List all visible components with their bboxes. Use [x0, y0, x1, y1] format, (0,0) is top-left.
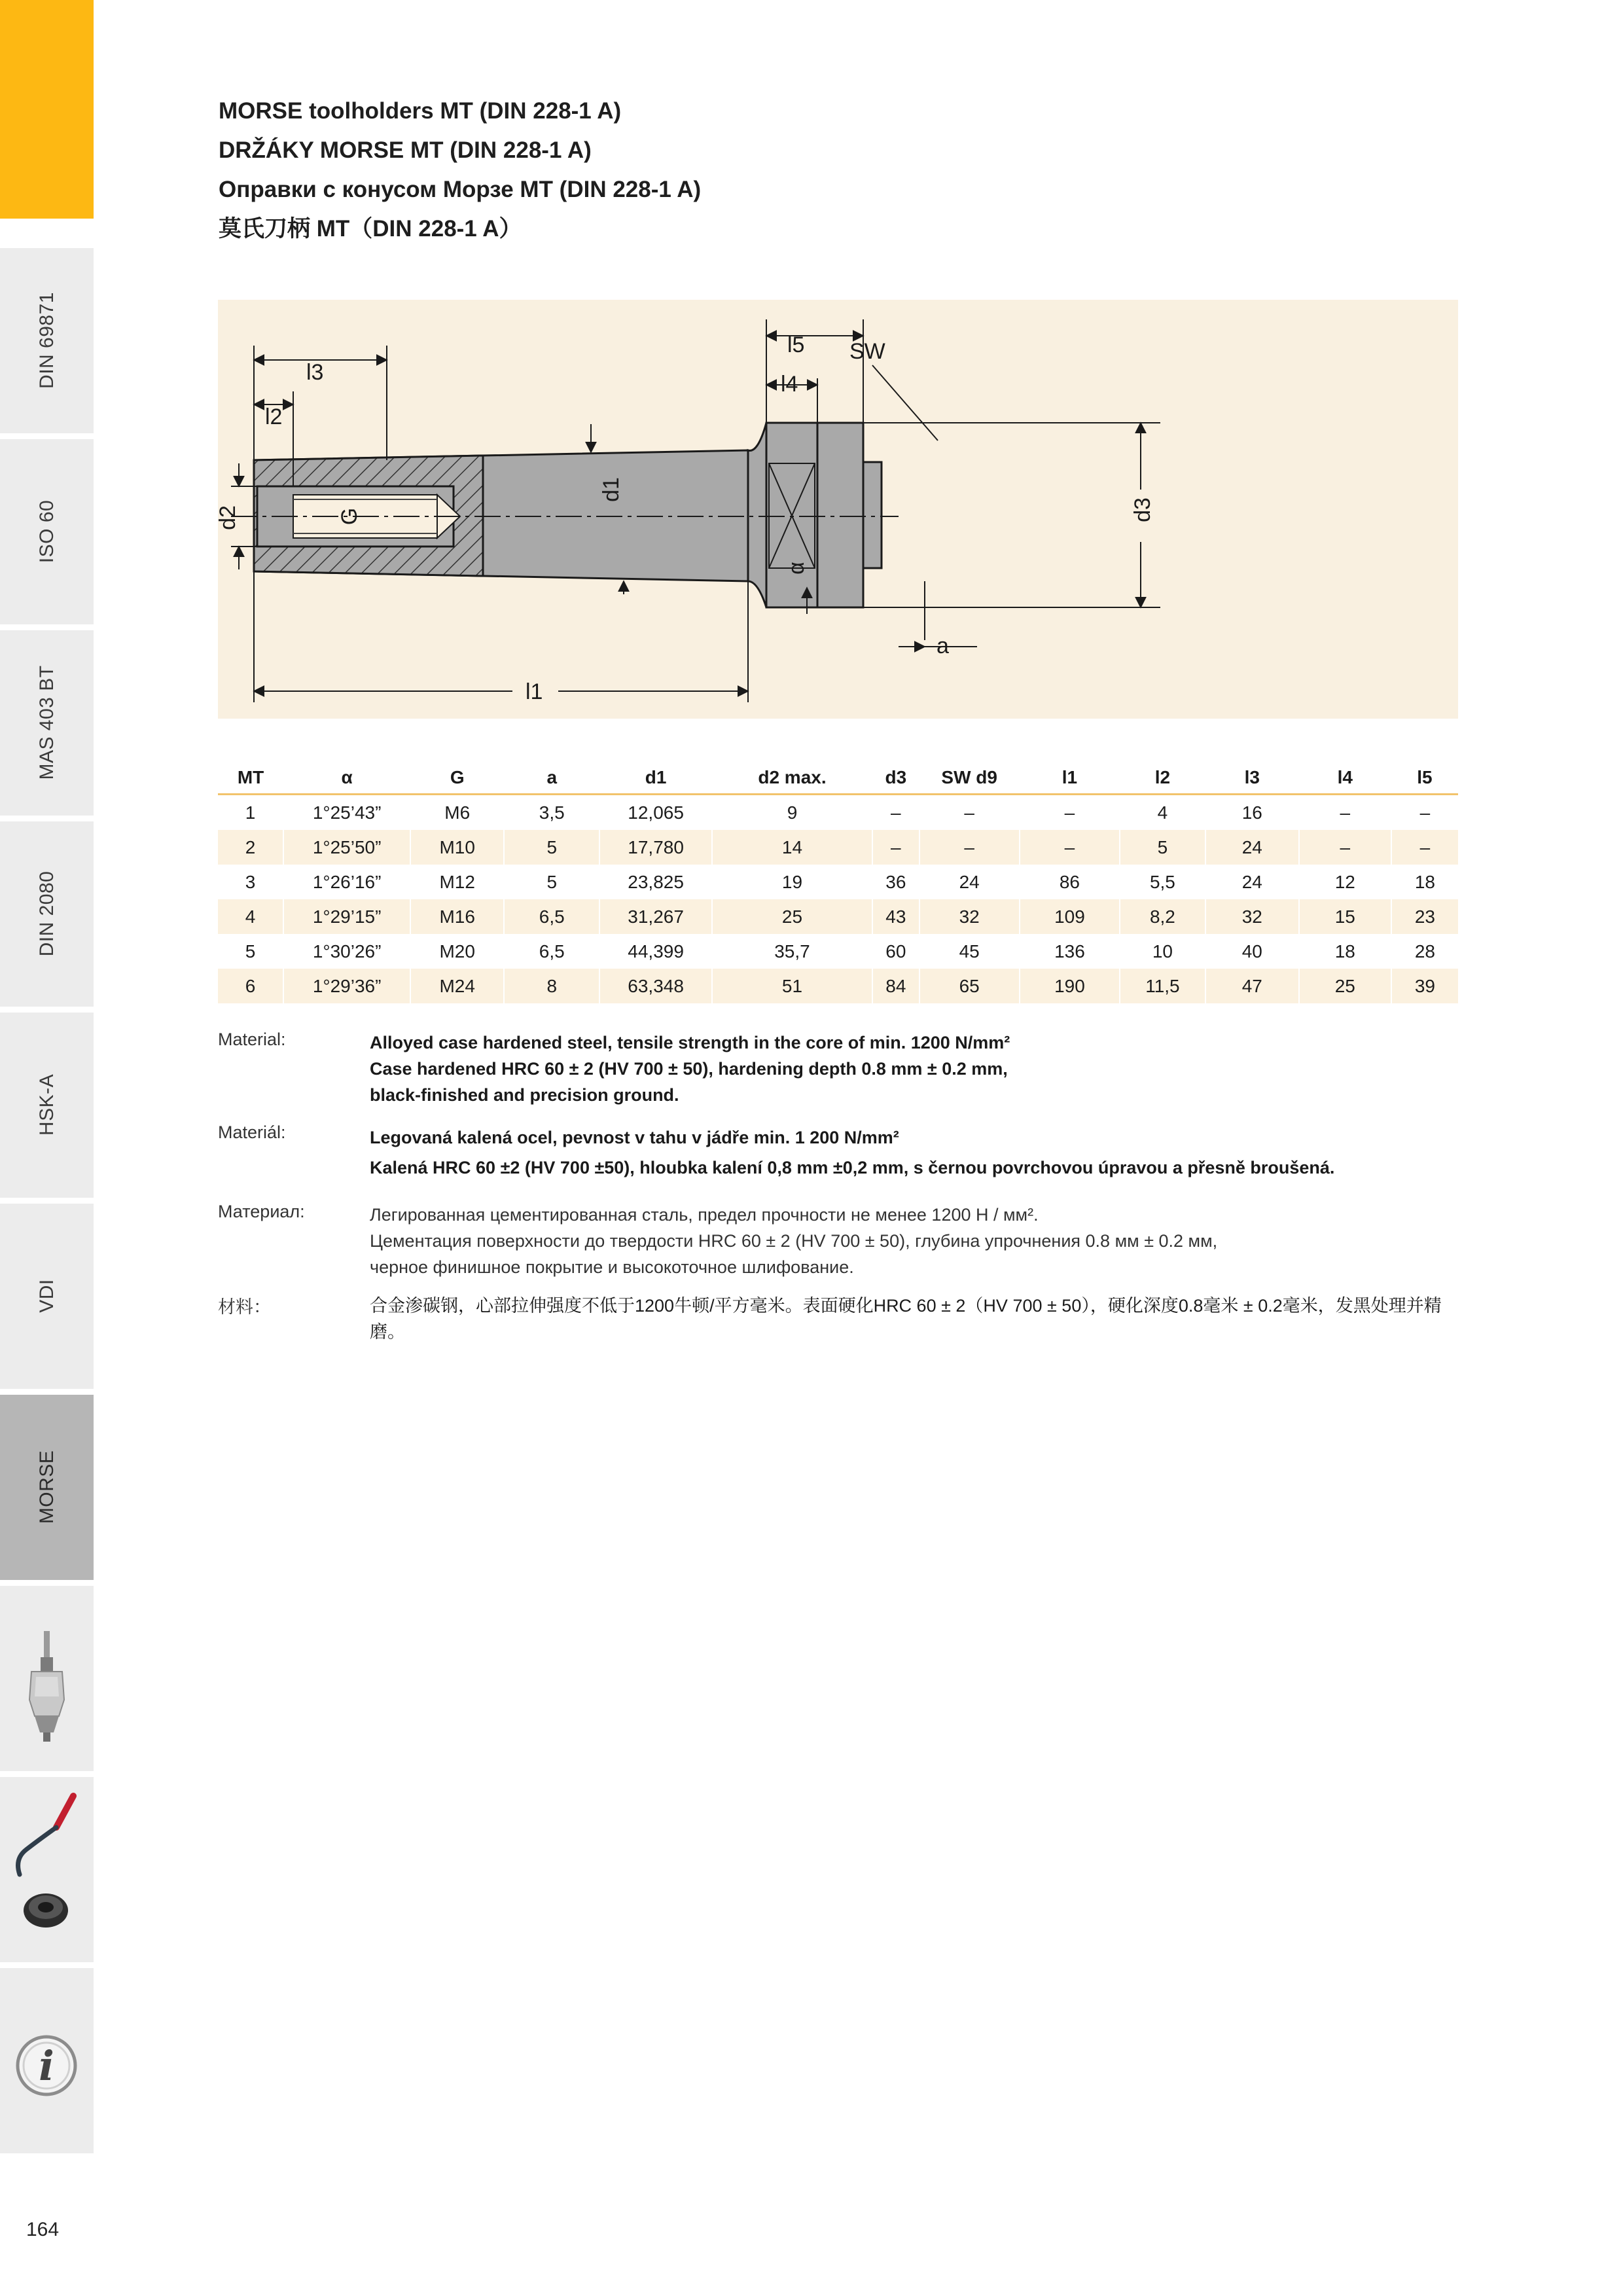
table-cell: 32 — [919, 899, 1020, 934]
accent-tab — [0, 0, 94, 219]
table-cell: 32 — [1205, 899, 1299, 934]
table-cell: 63,348 — [599, 969, 712, 1003]
table-cell: M16 — [410, 899, 504, 934]
table-cell: 1°26’16” — [283, 865, 410, 899]
svg-text:i: i — [39, 2042, 54, 2090]
sw-label: SW — [849, 339, 885, 364]
material-ru — [218, 1202, 1461, 1280]
table-cell: – — [872, 795, 919, 831]
table-cell: 17,780 — [599, 830, 712, 865]
table-cell: 109 — [1020, 899, 1120, 934]
table-cell: 39 — [1391, 969, 1458, 1003]
table-cell: 36 — [872, 865, 919, 899]
page-title-en: MORSE toolholders MT (DIN 228-1 A) — [219, 98, 622, 124]
a-label: a — [936, 634, 949, 658]
collar — [817, 423, 863, 607]
table-cell: 190 — [1020, 969, 1120, 1003]
col-header-alpha: α — [283, 750, 410, 795]
l2-label: l2 — [265, 404, 283, 429]
table-cell: 6 — [218, 969, 283, 1003]
table-cell: 16 — [1205, 795, 1299, 831]
tab-morse[interactable] — [0, 1391, 94, 1580]
material-line: Kalená HRC 60 ±2 (HV 700 ±50), hloubka kalení 0,8 mm ±0,2 mm, s černou povrchovou úpravou a přesně broušená. — [370, 1158, 1335, 1177]
col-header-d1: d1 — [599, 750, 712, 795]
table-cell: M12 — [410, 865, 504, 899]
col-header-d2: d2 max. — [712, 750, 872, 795]
table-cell: 12,065 — [599, 795, 712, 831]
side-navigation — [0, 0, 94, 2173]
table-cell: 3 — [218, 865, 283, 899]
table-cell: 1°25’43” — [283, 795, 410, 831]
table-cell: 45 — [919, 934, 1020, 969]
table-cell: 35,7 — [712, 934, 872, 969]
table-cell: M10 — [410, 830, 504, 865]
g-label: G — [337, 507, 362, 526]
material-label: Материал: — [218, 1202, 305, 1221]
table-cell: 12 — [1299, 865, 1391, 899]
table-cell: 5 — [504, 830, 599, 865]
tab-vdi[interactable] — [0, 1200, 94, 1389]
tab-hsk-a[interactable] — [0, 1009, 94, 1198]
col-header-l2: l2 — [1120, 750, 1205, 795]
table-cell: 23,825 — [599, 865, 712, 899]
table-cell: 4 — [218, 899, 283, 934]
material-line: 合金渗碳钢，心部拉伸强度不低于1200牛顿/平方毫米。表面硬化HRC 60 ± 2（HV 700 ± 50），硬化深度0.8毫米 ± 0.2毫米，发黑处理并精磨。 — [370, 1296, 1442, 1342]
table-cell: 5 — [1120, 830, 1205, 865]
col-header-l3: l3 — [1205, 750, 1299, 795]
drill-chuck-icon — [0, 1585, 94, 1774]
tab-label: DIN 69871 — [35, 292, 58, 389]
table-cell: 6,5 — [504, 934, 599, 969]
table-row — [218, 899, 1458, 934]
table-cell: – — [872, 830, 919, 865]
table-cell: 10 — [1120, 934, 1205, 969]
material-text — [370, 1030, 1456, 1108]
table-cell: 65 — [919, 969, 1020, 1003]
title-block — [219, 92, 701, 249]
page-title-ru: Оправки с конусом Морзе MT (DIN 228-1 A) — [219, 177, 702, 202]
table-cell: 14 — [712, 830, 872, 865]
table-cell: 4 — [1120, 795, 1205, 831]
d2-label: d2 — [215, 505, 240, 530]
table-cell: 8,2 — [1120, 899, 1205, 934]
table-cell: 44,399 — [599, 934, 712, 969]
table-cell: 1°30’26” — [283, 934, 410, 969]
table-cell: – — [1020, 795, 1120, 831]
technical-drawing — [215, 300, 1458, 719]
table-cell: 1°29’15” — [283, 899, 410, 934]
table-row — [218, 865, 1458, 899]
table-cell: 28 — [1391, 934, 1458, 969]
l1-label: l1 — [526, 679, 543, 704]
tab-wrenches[interactable] — [0, 1774, 94, 1962]
material-line: Легированная цементированная сталь, предел прочности не менее 1200 Н / мм². — [370, 1205, 1039, 1225]
table-cell: 60 — [872, 934, 919, 969]
table-row — [218, 934, 1458, 969]
table-cell: 24 — [919, 865, 1020, 899]
table-cell: – — [919, 830, 1020, 865]
table-cell: M24 — [410, 969, 504, 1003]
tab-label: MAS 403 BT — [35, 665, 58, 780]
material-line: Case hardened HRC 60 ± 2 (HV 700 ± 50), hardening depth 0.8 mm ± 0.2 mm, — [370, 1059, 1008, 1079]
alpha-label: α — [784, 562, 809, 575]
table-cell: 18 — [1391, 865, 1458, 899]
tab-label: VDI — [35, 1279, 58, 1313]
tab-info[interactable] — [0, 1965, 94, 2153]
table-cell: – — [919, 795, 1020, 831]
table-cell: 5,5 — [1120, 865, 1205, 899]
col-header-l5: l5 — [1391, 750, 1458, 795]
table-cell: 2 — [218, 830, 283, 865]
info-icon — [0, 1967, 94, 2156]
table-cell: 136 — [1020, 934, 1120, 969]
table-cell: 3,5 — [504, 795, 599, 831]
l5-label: l5 — [787, 332, 805, 357]
tab-drill-chucks[interactable] — [0, 1583, 94, 1771]
table-cell: – — [1391, 795, 1458, 831]
hook-wrench-icon — [0, 1776, 94, 1965]
table-cell: 86 — [1020, 865, 1120, 899]
table-cell: M6 — [410, 795, 504, 831]
d1-label: d1 — [599, 477, 624, 502]
material-text — [370, 1293, 1456, 1345]
tab-din-2080[interactable] — [0, 818, 94, 1007]
material-cz — [218, 1122, 1461, 1181]
material-text — [370, 1122, 1456, 1183]
tab-label: DIN 2080 — [35, 870, 58, 957]
table-cell: 25 — [1299, 969, 1391, 1003]
page-number: 164 — [26, 2219, 60, 2240]
table-cell: 5 — [504, 865, 599, 899]
tab-label: HSK-A — [35, 1073, 58, 1136]
table-cell: 9 — [712, 795, 872, 831]
d3-label: d3 — [1130, 497, 1155, 522]
table-cell: 8 — [504, 969, 599, 1003]
table-cell: 1 — [218, 795, 283, 831]
table-cell: 25 — [712, 899, 872, 934]
table-header-row — [218, 750, 1458, 795]
table-cell: 15 — [1299, 899, 1391, 934]
col-header-sw: SW d9 — [919, 750, 1020, 795]
material-label: 材料： — [218, 1297, 271, 1317]
table-cell: – — [1299, 830, 1391, 865]
spec-table — [218, 750, 1458, 1003]
table-body — [218, 795, 1458, 1004]
tab-iso-60[interactable] — [0, 436, 94, 624]
table-row — [218, 969, 1458, 1003]
table-cell: – — [1391, 830, 1458, 865]
tab-label: MORSE — [35, 1450, 58, 1524]
col-header-l1: l1 — [1020, 750, 1120, 795]
table-cell: – — [1020, 830, 1120, 865]
col-header-l4: l4 — [1299, 750, 1391, 795]
table-cell: M20 — [410, 934, 504, 969]
table-cell: 24 — [1205, 830, 1299, 865]
table-cell: 84 — [872, 969, 919, 1003]
material-line: Цементация поверхности до твердости HRC 60 ± 2 (HV 700 ± 50), глубина упрочнения 0.8 мм ± 0.2 мм, — [370, 1231, 1218, 1251]
col-header-mt: MT — [218, 750, 283, 795]
table-row — [218, 830, 1458, 865]
table-cell: 19 — [712, 865, 872, 899]
table-cell: 51 — [712, 969, 872, 1003]
material-cn — [218, 1293, 1461, 1342]
col-header-a: a — [504, 750, 599, 795]
table-cell: 23 — [1391, 899, 1458, 934]
table-cell: 11,5 — [1120, 969, 1205, 1003]
col-header-d3: d3 — [872, 750, 919, 795]
tab-din-69871[interactable] — [0, 245, 94, 433]
table-cell: 5 — [218, 934, 283, 969]
table-cell: 18 — [1299, 934, 1391, 969]
table-cell: 43 — [872, 899, 919, 934]
table-cell: 6,5 — [504, 899, 599, 934]
table-cell: 1°25’50” — [283, 830, 410, 865]
page-title-cn: 莫氏刀柄 MT（DIN 228-1 A） — [219, 216, 522, 242]
table-cell: 47 — [1205, 969, 1299, 1003]
tab-label: ISO 60 — [35, 499, 58, 564]
material-label: Material: — [218, 1030, 286, 1049]
page-title-cz: DRŽÁKY MORSE MT (DIN 228-1 A) — [219, 137, 592, 163]
material-line: black-finished and precision ground. — [370, 1085, 679, 1105]
l3-label: l3 — [306, 360, 324, 385]
material-line: Alloyed case hardened steel, tensile strength in the core of min. 1200 N/mm² — [370, 1033, 1010, 1052]
material-line: Legovaná kalená ocel, pevnost v tahu v jádře min. 1 200 N/mm² — [370, 1128, 899, 1147]
tab-mas-403-bt[interactable] — [0, 627, 94, 816]
table-cell: 31,267 — [599, 899, 712, 934]
table-cell: 24 — [1205, 865, 1299, 899]
table-row — [218, 795, 1458, 831]
l4-label: l4 — [781, 372, 798, 397]
toolholder-drawing — [215, 300, 1458, 719]
material-text — [370, 1202, 1456, 1280]
table-cell: 1°29’36” — [283, 969, 410, 1003]
col-header-g: G — [410, 750, 504, 795]
table-cell: – — [1299, 795, 1391, 831]
material-line: черное финишное покрытие и высокоточное шлифование. — [370, 1257, 854, 1277]
table-cell: 40 — [1205, 934, 1299, 969]
material-en — [218, 1030, 1461, 1108]
material-label: Materiál: — [218, 1122, 286, 1142]
